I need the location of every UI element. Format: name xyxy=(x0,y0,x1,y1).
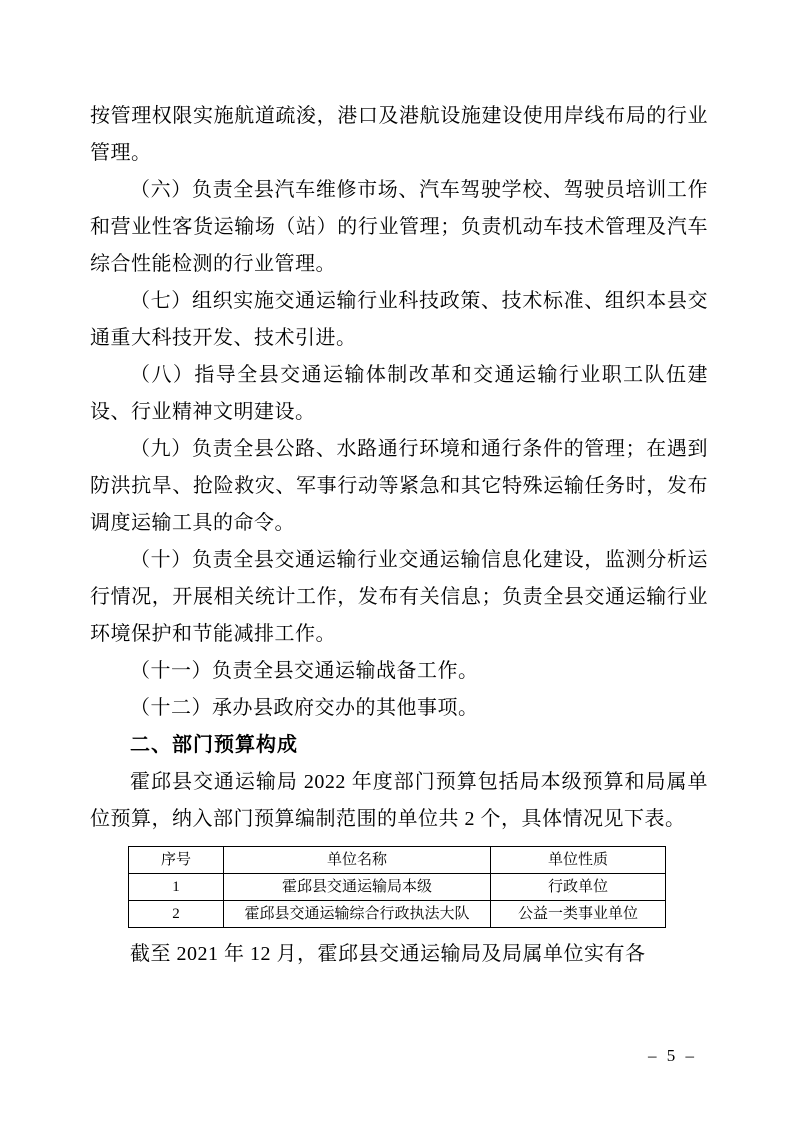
table-cell-unit-type: 公益一类事业单位 xyxy=(491,901,666,928)
table-header-serial: 序号 xyxy=(129,847,224,874)
table-row xyxy=(129,874,666,901)
table-cell-unit-name: 霍邱县交通运输综合行政执法大队 xyxy=(224,901,491,928)
paragraph-item-9: （九）负责全县公路、水路通行环境和通行条件的管理；在遇到防洪抗旱、抢险救灾、军事行动等紧急和其它特殊运输任务时，发布调度运输工具的命令。 xyxy=(90,438,708,534)
table-cell-unit-name: 霍邱县交通运输局本级 xyxy=(224,874,491,901)
section-heading: 二、部门预算构成 xyxy=(130,734,298,756)
paragraph-item-11: （十一）负责全县交通运输战备工作。 xyxy=(130,660,479,682)
table-cell-unit-type: 行政单位 xyxy=(491,874,666,901)
table-header-unit-name: 单位名称 xyxy=(224,847,491,874)
paragraph-item-10: （十）负责全县交通运输行业交通运输信息化建设，监测分析运行情况，开展相关统计工作，发布有关信息；负责全县交通运输行业环境保护和节能减排工作。 xyxy=(90,549,708,645)
closing-paragraph: 截至 2021 年 12 月，霍邱县交通运输局及局属单位实有各 xyxy=(130,943,646,965)
table-cell-serial: 1 xyxy=(129,874,224,901)
paragraph-item-8: （八）指导全县交通运输体制改革和交通运输行业职工队伍建设、行业精神文明建设。 xyxy=(90,364,708,423)
paragraph-item-7: （七）组织实施交通运输行业科技政策、技术标准、组织本县交通重大科技开发、技术引进。 xyxy=(90,290,708,349)
paragraph-item-6: （六）负责全县汽车维修市场、汽车驾驶学校、驾驶员培训工作和营业性客货运输场（站）的行业管理；负责机动车技术管理及汽车综合性能检测的行业管理。 xyxy=(90,179,708,275)
table-header-unit-type: 单位性质 xyxy=(491,847,666,874)
intro-paragraph: 霍邱县交通运输局 2022 年度部门预算包括局本级预算和局属单位预算，纳入部门预算编制范围的单位共 2 个，具体情况见下表。 xyxy=(90,771,708,830)
document-content xyxy=(90,98,708,973)
table-cell-serial: 2 xyxy=(129,901,224,928)
budget-units-table xyxy=(128,846,666,928)
paragraph-item-12: （十二）承办县政府交办的其他事项。 xyxy=(130,697,479,719)
paragraph-continuation: 按管理权限实施航道疏浚，港口及港航设施建设使用岸线布局的行业管理。 xyxy=(90,105,708,164)
table-row xyxy=(129,901,666,928)
table-header-row xyxy=(129,847,666,874)
page-number: – 5 – xyxy=(648,1046,697,1065)
